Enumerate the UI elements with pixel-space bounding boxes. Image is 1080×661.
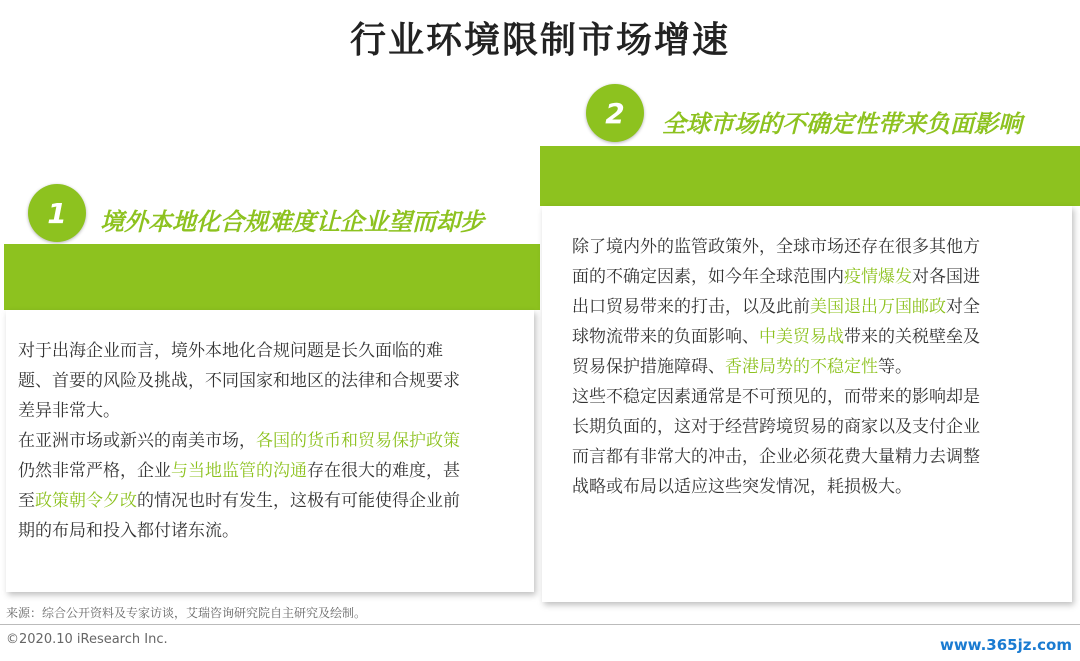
section-2-paragraph-1 <box>572 232 992 382</box>
highlight-upu-withdrawal: 美国退出万国邮政 <box>810 297 946 317</box>
highlight-currency-trade-policy: 各国的货币和贸易保护政策 <box>256 431 460 451</box>
section-1-text <box>18 336 464 546</box>
highlight-local-regulator-communication: 与当地监管的沟通 <box>171 461 307 481</box>
page-title: 行业环境限制市场增速 <box>349 20 730 61</box>
section-2-number-badge: 2 <box>586 84 644 142</box>
section-2-paragraph-2: 这些不稳定因素通常是不可预见的，而带来的影响却是长期负面的，这对于经营跨境贸易的商家以及支付企业而言都有非常大的冲击，企业必须花费大量精力去调整战略或布局以适应这些突发情况，耗损极大。 <box>572 387 980 497</box>
section-1-paragraph-2 <box>18 426 464 546</box>
section-2-heading: 全球市场的不确定性带来负面影响 <box>662 110 1022 138</box>
section-2-text <box>572 232 992 502</box>
text-run: 的情况也时有发生，这极有可能使得企业前期的布局和投入都付诸东流。 <box>18 491 460 541</box>
text-run: 等。 <box>878 357 912 377</box>
text-run: 对各国进出口贸易带来的打击，以及此前 <box>572 267 980 317</box>
section-2-green-band <box>540 146 1080 206</box>
text-run: 带来的关税壁垒及贸易保护措施障碍、 <box>572 327 980 377</box>
section-1-heading: 境外本地化合规难度让企业望而却步 <box>100 208 484 236</box>
text-run: 在亚洲市场或新兴的南美市场， <box>18 431 256 451</box>
text-run: 存在很大的难度，甚至 <box>18 461 460 511</box>
section-1-number-badge: 1 <box>28 184 86 242</box>
section-1-paragraph-1: 对于出海企业而言，境外本地化合规问题是长久面临的难题、首要的风险及挑战，不同国家和地区的法律和合规要求差异非常大。 <box>18 341 460 421</box>
highlight-policy-changes: 政策朝令夕改 <box>35 491 137 511</box>
section-1-green-band <box>4 244 540 310</box>
text-run: 除了境内外的监管政策外，全球市场还存在很多其他方面的不确定因素，如今年全球范围内 <box>572 237 980 287</box>
source-note: 来源：综合公开资料及专家访谈，艾瑞咨询研究院自主研究及绘制。 <box>6 606 367 620</box>
highlight-trade-war: 中美贸易战 <box>759 327 844 347</box>
footer-divider <box>0 624 1080 625</box>
highlight-pandemic: 疫情爆发 <box>844 267 912 287</box>
copyright-text: ©2020.10 iResearch Inc. <box>6 632 168 647</box>
watermark-text: www.365jz.com <box>939 636 1072 654</box>
text-run: 对全球物流带来的负面影响、 <box>572 297 980 347</box>
highlight-hongkong-instability: 香港局势的不稳定性 <box>725 357 878 377</box>
text-run: 仍然非常严格，企业 <box>18 461 171 481</box>
